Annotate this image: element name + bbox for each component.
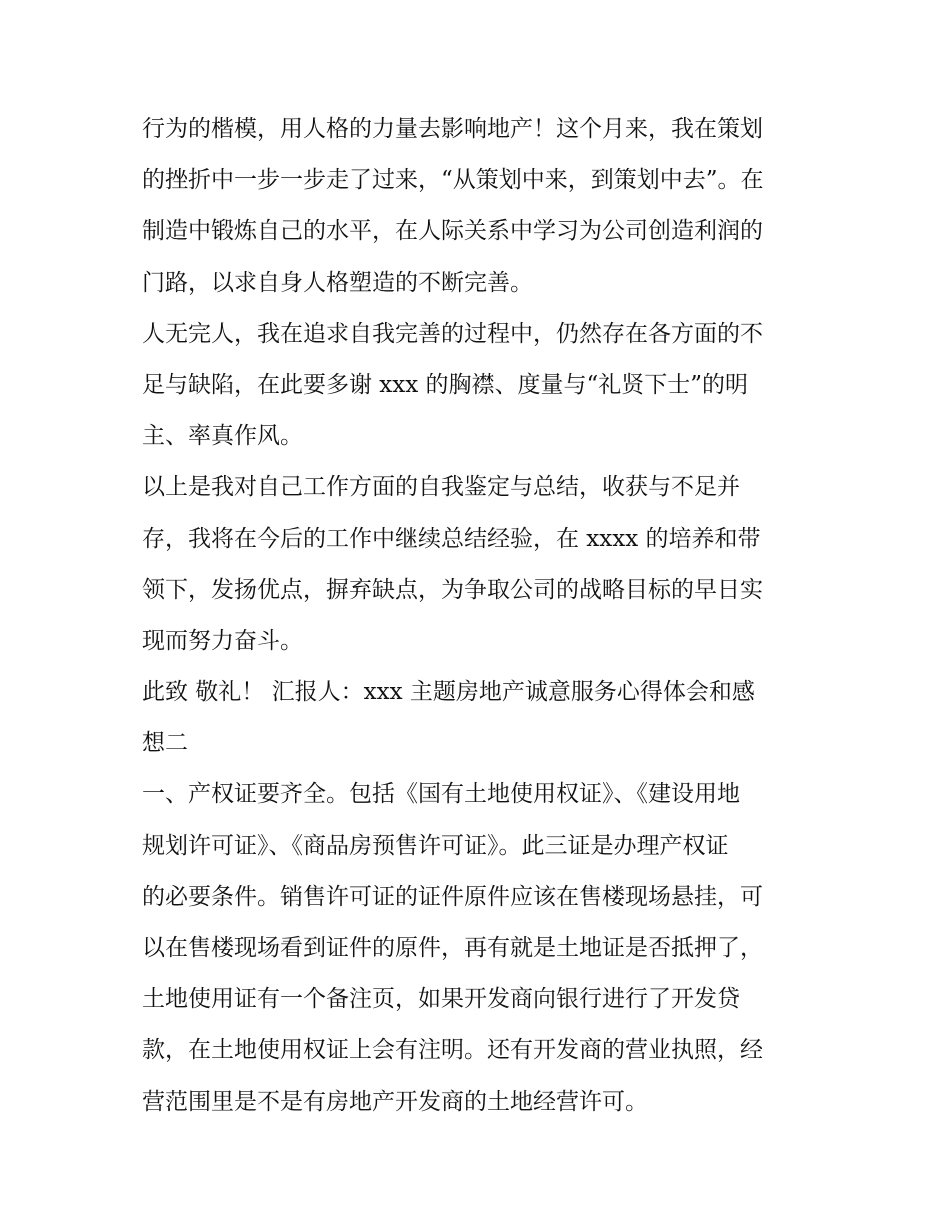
text-line: 此致 敬礼！ 汇报人：xxx 主题房地产诚意服务心得体会和感 — [142, 679, 755, 706]
text-line: 的挫折中一步一步走了过来，“从策划中来，到策划中去”。在 — [142, 167, 764, 194]
text-line: 行为的楷模，用人格的力量去影响地产！这个月来，我在策划 — [142, 116, 763, 142]
text-line: 领下，发扬优点，摒弃缺点，为争取公司的战略目标的早日实 — [142, 576, 763, 603]
text-line: 制造中锻炼自己的水平，在人际关系中学习为公司创造利润的 — [142, 218, 763, 245]
text-line: 以在售楼现场看到证件的原件，再有就是土地证是否抵押了， — [142, 935, 763, 961]
text-line: 主、率真作风。 — [142, 423, 303, 450]
text-line: 土地使用证有一个备注页，如果开发商向银行进行了开发贷 — [142, 986, 740, 1013]
text-line: 营范围里是不是有房地产开发商的土地经营许可。 — [142, 1088, 648, 1115]
text-line: 想二 — [142, 730, 188, 757]
text-line: 的必要条件。销售许可证的证件原件应该在售楼现场悬挂，可 — [142, 883, 763, 910]
text-line: 人无完人，我在追求自我完善的过程中，仍然存在各方面的不 — [142, 320, 763, 347]
document-body — [142, 104, 814, 1128]
text-line: 一、产权证要齐全。包括《国有土地使用权证》、《建设用地 — [142, 781, 740, 808]
text-line: 规划许可证》、《商品房预售许可证》。此三证是办理产权证 — [142, 832, 729, 859]
text-line: 足与缺陷，在此要多谢 xxx 的胸襟、度量与“礼贤下士”的明 — [142, 371, 749, 398]
text-line: 现而努力奋斗。 — [142, 627, 303, 654]
text-line: 以上是我对自己工作方面的自我鉴定与总结，收获与不足并 — [142, 474, 740, 501]
text-line: 门路，以求自身人格塑造的不断完善。 — [142, 269, 533, 296]
text-line: 存，我将在今后的工作中继续总结经验，在 xxxx 的培养和带 — [142, 525, 761, 552]
text-line: 款，在土地使用权证上会有注明。还有开发商的营业执照，经 — [142, 1037, 763, 1064]
